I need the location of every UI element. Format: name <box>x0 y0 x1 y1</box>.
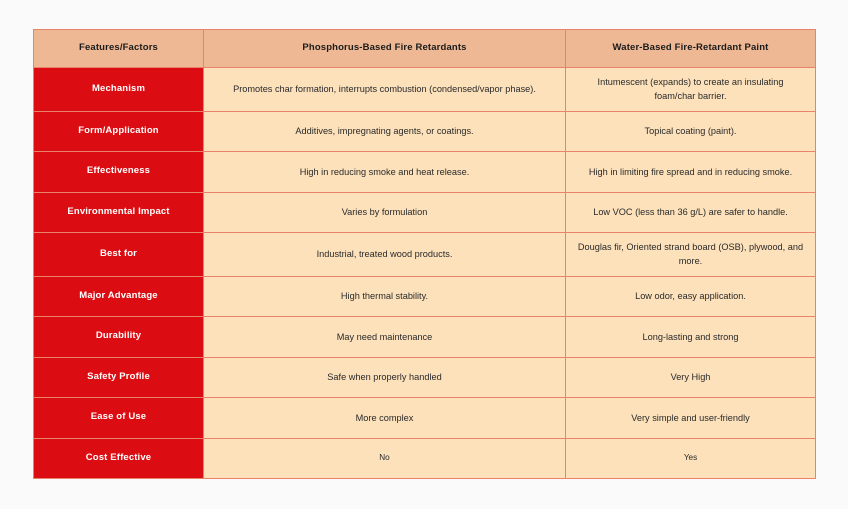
cell-water-safety-profile: Very High <box>566 357 816 397</box>
row-label-ease-of-use: Ease of Use <box>34 398 204 438</box>
cell-phosphorus-durability: May need maintenance <box>204 317 566 357</box>
cell-phosphorus-safety-profile: Safe when properly handled <box>204 357 566 397</box>
row-label-durability: Durability <box>34 317 204 357</box>
table-row <box>34 357 816 397</box>
cell-phosphorus-best-for: Industrial, treated wood products. <box>204 233 566 277</box>
comparison-table <box>33 29 816 479</box>
cell-water-major-advantage: Low odor, easy application. <box>566 276 816 316</box>
cell-phosphorus-mechanism: Promotes char formation, interrupts combustion (condensed/vapor phase). <box>204 68 566 112</box>
cell-phosphorus-environmental-impact: Varies by formulation <box>204 192 566 232</box>
table-row <box>34 111 816 151</box>
row-label-cost-effective: Cost Effective <box>34 438 204 479</box>
table-row <box>34 233 816 277</box>
table-row <box>34 276 816 316</box>
cell-water-cost-effective: Yes <box>566 438 816 479</box>
cell-water-best-for: Douglas fir, Oriented strand board (OSB), plywood, and more. <box>566 233 816 277</box>
column-header-phosphorus: Phosphorus-Based Fire Retardants <box>204 30 566 68</box>
cell-phosphorus-cost-effective: No <box>204 438 566 479</box>
row-label-environmental-impact: Environmental Impact <box>34 192 204 232</box>
cell-phosphorus-ease-of-use: More complex <box>204 398 566 438</box>
cell-phosphorus-effectiveness: High in reducing smoke and heat release. <box>204 152 566 192</box>
cell-water-mechanism: Intumescent (expands) to create an insulating foam/char barrier. <box>566 68 816 112</box>
row-label-effectiveness: Effectiveness <box>34 152 204 192</box>
table-row <box>34 398 816 438</box>
row-label-major-advantage: Major Advantage <box>34 276 204 316</box>
cell-phosphorus-form-application: Additives, impregnating agents, or coatings. <box>204 111 566 151</box>
row-label-form-application: Form/Application <box>34 111 204 151</box>
table-container <box>33 29 815 479</box>
table-body <box>34 68 816 479</box>
column-header-features: Features/Factors <box>34 30 204 68</box>
column-header-water: Water-Based Fire-Retardant Paint <box>566 30 816 68</box>
cell-water-durability: Long-lasting and strong <box>566 317 816 357</box>
cell-water-environmental-impact: Low VOC (less than 36 g/L) are safer to handle. <box>566 192 816 232</box>
table-header <box>34 30 816 68</box>
cell-water-form-application: Topical coating (paint). <box>566 111 816 151</box>
table-row <box>34 152 816 192</box>
table-row <box>34 192 816 232</box>
cell-water-effectiveness: High in limiting fire spread and in reducing smoke. <box>566 152 816 192</box>
table-row <box>34 438 816 479</box>
cell-phosphorus-major-advantage: High thermal stability. <box>204 276 566 316</box>
table-row <box>34 317 816 357</box>
row-label-safety-profile: Safety Profile <box>34 357 204 397</box>
row-label-mechanism: Mechanism <box>34 68 204 112</box>
row-label-best-for: Best for <box>34 233 204 277</box>
cell-water-ease-of-use: Very simple and user-friendly <box>566 398 816 438</box>
table-row <box>34 68 816 112</box>
header-row <box>34 30 816 68</box>
